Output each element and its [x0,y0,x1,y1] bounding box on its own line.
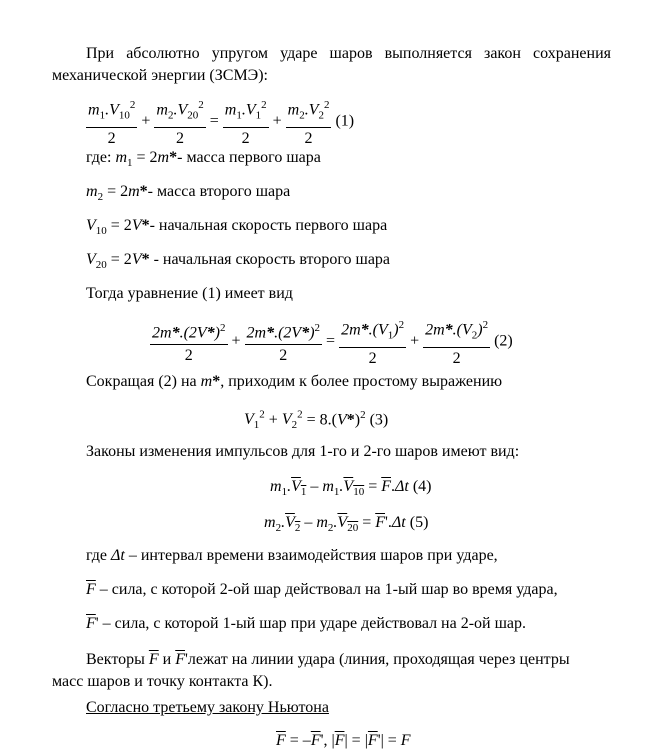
equation-4: $m_1.V_1 - m_1.V_{10} = \overline{F}.\Delta t$ (4) [270,478,432,499]
equation-3-tag: (3) [369,411,389,429]
newton-heading: Согласно третьему закону Ньютона [86,699,329,716]
definition-v10: $V_{10} = 2V*-$ начальная скорость первого шара [86,217,388,238]
equation-1: $\frac{m_1.V_{10}^2}{2}$ + $\frac{m_2.V_{20}^2}{2}$ = $\frac{m_1.V_1^2}{2}$ + $\frac{m_2.V_2^2}{2}$ (1) [86,94,354,150]
definition-m2: $m_2 = 2m*-$ масса второго шара [86,183,291,204]
fprime-definition: $\overline{F}'$ – сила, с которой 1-ый шар при ударе действовал на 2-ой шар. [86,615,527,632]
definition-v20: $V_{20} = 2V*$ - начальная скорость второго шара [86,251,391,272]
vectors-line-2: масс шаров и точку контакта К). [52,673,273,690]
then-text: Тогда уравнение (1) имеет вид [86,285,293,302]
definition-m1: где: $m_1 = 2m*-$ масса первого шара [86,149,321,170]
impulse-text: Законы изменения импульсов для 1-го и 2-го шаров имеют вид: [86,443,520,460]
equation-3: $V_1^2 + V_2^2 = 8.(V*)^2$ (3) [244,409,389,432]
equation-5: $m_2.V_2 - m_2.V_{20} = \overline{F}'.\Delta t$ (5) [264,514,429,535]
equation-2-tag: (2) [494,332,513,350]
equation-4-tag: (4) [412,478,432,495]
dt-definition: где Δt – интервал времени взаимодействия шаров при ударе, [86,547,498,564]
f-definition: $\overline{F}$ – сила, с которой 2-ой шар действовал на 1-ый шар во время удара, [86,581,558,598]
equation-1-tag: (1) [335,112,355,130]
reduce-text: Сокращая (2) на m*, приходим к более простому выражению [86,373,503,390]
intro-line-2: механической энергии (ЗСМЭ): [52,67,268,84]
vectors-line-1: Векторы $\overline{F}$ и $\overline{F}'лежат$ на линии удара (линия, проходящая через центры [86,651,570,668]
equation-5-tag: (5) [409,514,429,531]
equation-6: $\overline{F} = -\overline{F}'$, $|\overline{F}| = |\overline{F}'| = F$ [276,732,411,749]
intro-line-1: При абсолютно упругом ударе шаров выполняется закон сохранения [86,45,611,62]
equation-2: $\frac{2m*.(2V*)^2}{2}$ + $\frac{2m*.(2V*)^2}{2}$ = $\frac{2m*.(V_1)^2}{2}$ + $\frac{2m*.(V_2)^2}{2}$ (2) [150,314,513,370]
